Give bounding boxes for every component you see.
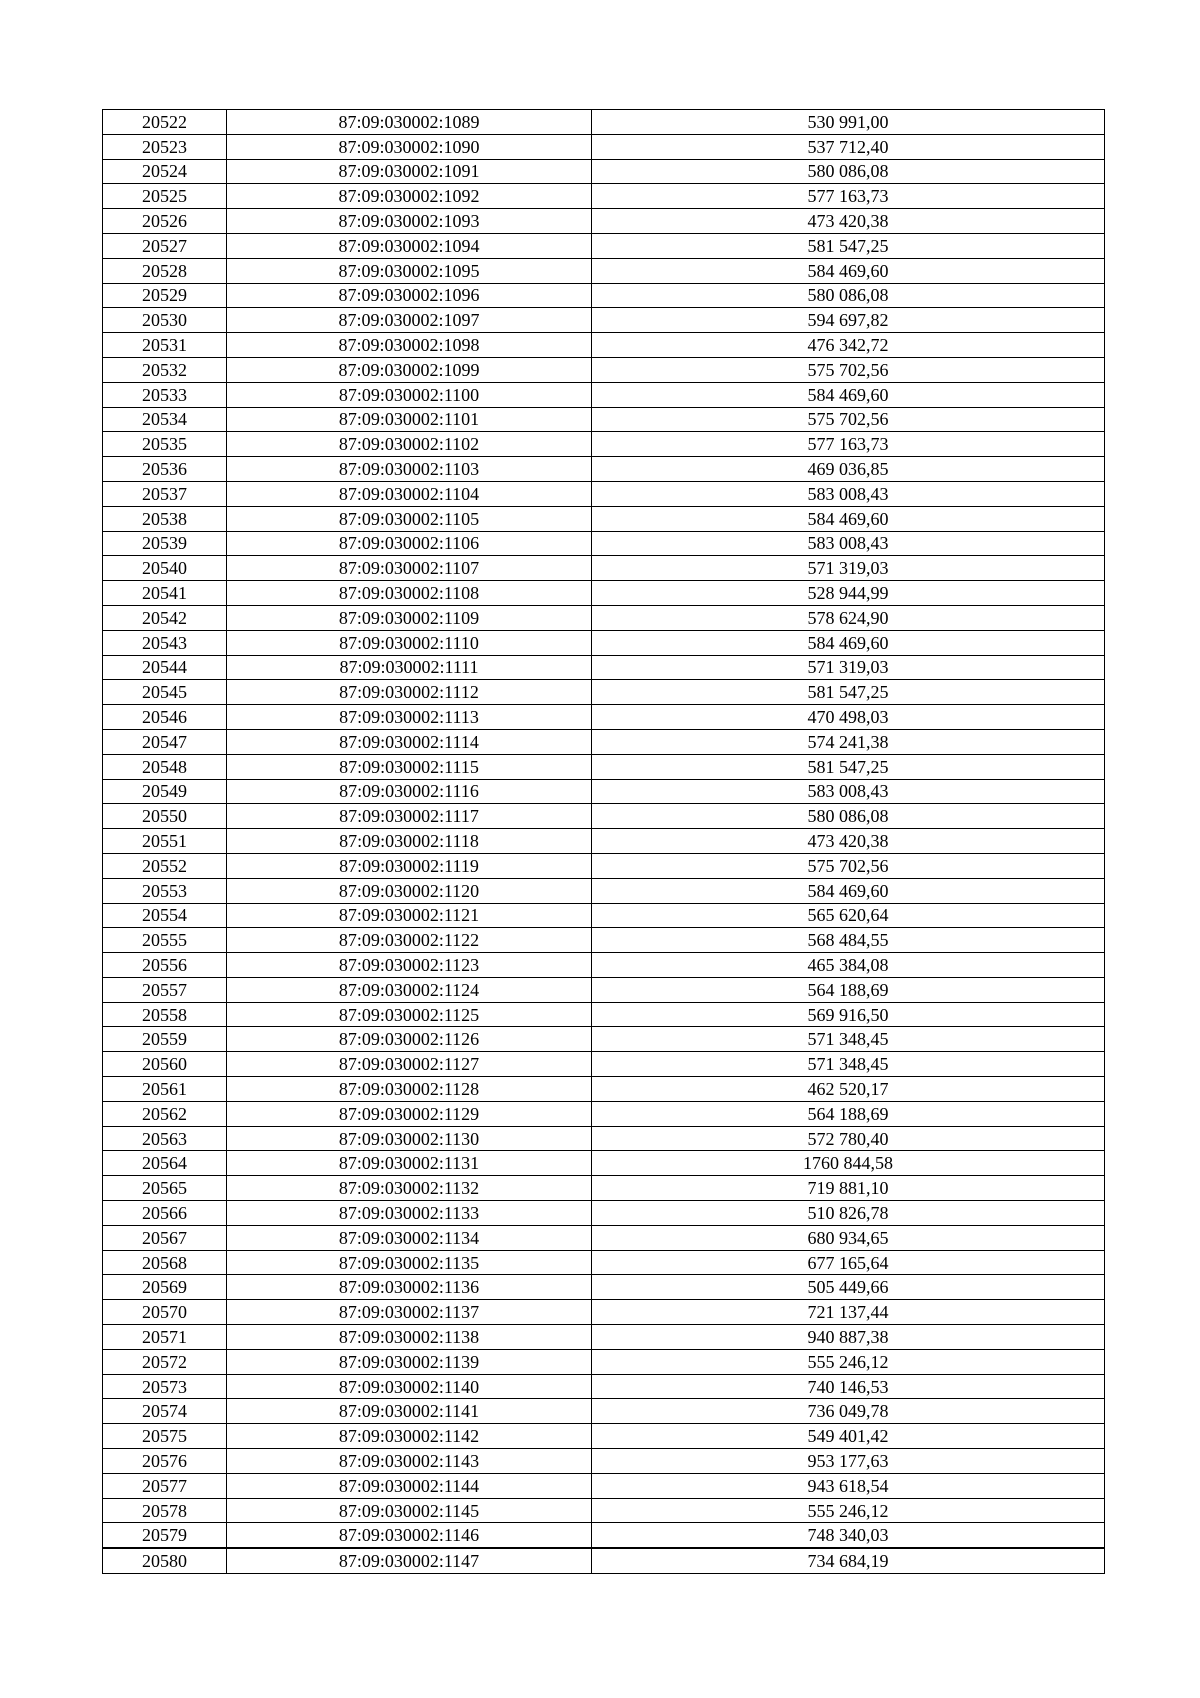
row-number-cell: 20550 xyxy=(103,804,227,829)
cadastral-number-cell: 87:09:030002:1142 xyxy=(227,1424,592,1449)
table-row xyxy=(103,110,1105,135)
row-number-cell: 20535 xyxy=(103,432,227,457)
cadastral-number-cell: 87:09:030002:1135 xyxy=(227,1250,592,1275)
cadastral-number-cell: 87:09:030002:1090 xyxy=(227,134,592,159)
cadastral-number-cell: 87:09:030002:1134 xyxy=(227,1225,592,1250)
cadastral-number-cell: 87:09:030002:1143 xyxy=(227,1449,592,1474)
value-cell: 740 146,53 xyxy=(592,1374,1105,1399)
cadastral-number-cell: 87:09:030002:1136 xyxy=(227,1275,592,1300)
row-number-cell: 20547 xyxy=(103,729,227,754)
value-cell: 581 547,25 xyxy=(592,233,1105,258)
row-number-cell: 20538 xyxy=(103,506,227,531)
value-cell: 594 697,82 xyxy=(592,308,1105,333)
table-row xyxy=(103,1498,1105,1523)
table-row xyxy=(103,1002,1105,1027)
table-row xyxy=(103,953,1105,978)
table-row xyxy=(103,283,1105,308)
value-cell: 953 177,63 xyxy=(592,1449,1105,1474)
table-row xyxy=(103,333,1105,358)
value-cell: 476 342,72 xyxy=(592,333,1105,358)
table-row xyxy=(103,1101,1105,1126)
value-cell: 577 163,73 xyxy=(592,184,1105,209)
row-number-cell: 20524 xyxy=(103,159,227,184)
row-number-cell: 20557 xyxy=(103,977,227,1002)
cadastral-number-cell: 87:09:030002:1146 xyxy=(227,1523,592,1548)
row-number-cell: 20529 xyxy=(103,283,227,308)
row-number-cell: 20580 xyxy=(103,1548,227,1573)
value-cell: 470 498,03 xyxy=(592,705,1105,730)
cadastral-number-cell: 87:09:030002:1131 xyxy=(227,1151,592,1176)
table-row xyxy=(103,729,1105,754)
table-row xyxy=(103,705,1105,730)
value-cell: 564 188,69 xyxy=(592,1101,1105,1126)
cadastral-number-cell: 87:09:030002:1115 xyxy=(227,754,592,779)
value-cell: 943 618,54 xyxy=(592,1473,1105,1498)
cadastral-number-cell: 87:09:030002:1101 xyxy=(227,407,592,432)
cadastral-number-cell: 87:09:030002:1145 xyxy=(227,1498,592,1523)
row-number-cell: 20526 xyxy=(103,209,227,234)
value-cell: 677 165,64 xyxy=(592,1250,1105,1275)
value-cell: 571 319,03 xyxy=(592,556,1105,581)
value-cell: 564 188,69 xyxy=(592,977,1105,1002)
row-number-cell: 20554 xyxy=(103,903,227,928)
cadastral-number-cell: 87:09:030002:1139 xyxy=(227,1349,592,1374)
cadastral-number-cell: 87:09:030002:1091 xyxy=(227,159,592,184)
table-body xyxy=(103,110,1105,1574)
table-row xyxy=(103,357,1105,382)
cadastral-number-cell: 87:09:030002:1107 xyxy=(227,556,592,581)
value-cell: 575 702,56 xyxy=(592,407,1105,432)
value-cell: 734 684,19 xyxy=(592,1548,1105,1573)
cadastral-number-cell: 87:09:030002:1114 xyxy=(227,729,592,754)
row-number-cell: 20523 xyxy=(103,134,227,159)
table-row xyxy=(103,630,1105,655)
table-row xyxy=(103,556,1105,581)
table-row xyxy=(103,1374,1105,1399)
value-cell: 584 469,60 xyxy=(592,630,1105,655)
row-number-cell: 20570 xyxy=(103,1300,227,1325)
row-number-cell: 20542 xyxy=(103,605,227,630)
table-row xyxy=(103,1225,1105,1250)
cadastral-number-cell: 87:09:030002:1132 xyxy=(227,1176,592,1201)
row-number-cell: 20534 xyxy=(103,407,227,432)
table-row xyxy=(103,184,1105,209)
row-number-cell: 20533 xyxy=(103,382,227,407)
value-cell: 583 008,43 xyxy=(592,481,1105,506)
value-cell: 584 469,60 xyxy=(592,258,1105,283)
table-row xyxy=(103,804,1105,829)
value-cell: 580 086,08 xyxy=(592,804,1105,829)
row-number-cell: 20528 xyxy=(103,258,227,283)
row-number-cell: 20544 xyxy=(103,655,227,680)
value-cell: 528 944,99 xyxy=(592,581,1105,606)
value-cell: 568 484,55 xyxy=(592,928,1105,953)
cadastral-number-cell: 87:09:030002:1122 xyxy=(227,928,592,953)
row-number-cell: 20571 xyxy=(103,1325,227,1350)
value-cell: 748 340,03 xyxy=(592,1523,1105,1548)
table-row xyxy=(103,779,1105,804)
row-number-cell: 20568 xyxy=(103,1250,227,1275)
table-row xyxy=(103,605,1105,630)
value-cell: 721 137,44 xyxy=(592,1300,1105,1325)
table-row xyxy=(103,134,1105,159)
row-number-cell: 20563 xyxy=(103,1126,227,1151)
table-row xyxy=(103,382,1105,407)
row-number-cell: 20539 xyxy=(103,531,227,556)
table-row xyxy=(103,1275,1105,1300)
value-cell: 719 881,10 xyxy=(592,1176,1105,1201)
table-row xyxy=(103,655,1105,680)
table-row xyxy=(103,829,1105,854)
value-cell: 505 449,66 xyxy=(592,1275,1105,1300)
cadastral-number-cell: 87:09:030002:1126 xyxy=(227,1027,592,1052)
cadastral-number-cell: 87:09:030002:1140 xyxy=(227,1374,592,1399)
row-number-cell: 20537 xyxy=(103,481,227,506)
value-cell: 581 547,25 xyxy=(592,754,1105,779)
value-cell: 469 036,85 xyxy=(592,457,1105,482)
row-number-cell: 20564 xyxy=(103,1151,227,1176)
row-number-cell: 20548 xyxy=(103,754,227,779)
value-cell: 680 934,65 xyxy=(592,1225,1105,1250)
value-cell: 565 620,64 xyxy=(592,903,1105,928)
cadastral-number-cell: 87:09:030002:1124 xyxy=(227,977,592,1002)
value-cell: 473 420,38 xyxy=(592,829,1105,854)
cadastral-number-cell: 87:09:030002:1113 xyxy=(227,705,592,730)
value-cell: 584 469,60 xyxy=(592,878,1105,903)
cadastral-number-cell: 87:09:030002:1130 xyxy=(227,1126,592,1151)
row-number-cell: 20556 xyxy=(103,953,227,978)
cadastral-number-cell: 87:09:030002:1123 xyxy=(227,953,592,978)
table-row xyxy=(103,581,1105,606)
row-number-cell: 20569 xyxy=(103,1275,227,1300)
cadastral-number-cell: 87:09:030002:1147 xyxy=(227,1548,592,1573)
row-number-cell: 20545 xyxy=(103,680,227,705)
table-row xyxy=(103,407,1105,432)
table-row xyxy=(103,1201,1105,1226)
row-number-cell: 20543 xyxy=(103,630,227,655)
cadastral-number-cell: 87:09:030002:1138 xyxy=(227,1325,592,1350)
row-number-cell: 20576 xyxy=(103,1449,227,1474)
cadastral-number-cell: 87:09:030002:1108 xyxy=(227,581,592,606)
table-row xyxy=(103,481,1105,506)
table-row xyxy=(103,928,1105,953)
value-cell: 537 712,40 xyxy=(592,134,1105,159)
row-number-cell: 20560 xyxy=(103,1052,227,1077)
cadastral-number-cell: 87:09:030002:1095 xyxy=(227,258,592,283)
row-number-cell: 20578 xyxy=(103,1498,227,1523)
cadastral-number-cell: 87:09:030002:1099 xyxy=(227,357,592,382)
row-number-cell: 20566 xyxy=(103,1201,227,1226)
cadastral-number-cell: 87:09:030002:1104 xyxy=(227,481,592,506)
table-row xyxy=(103,1399,1105,1424)
table-row xyxy=(103,432,1105,457)
table-row xyxy=(103,977,1105,1002)
value-cell: 584 469,60 xyxy=(592,382,1105,407)
value-cell: 580 086,08 xyxy=(592,159,1105,184)
cadastral-number-cell: 87:09:030002:1117 xyxy=(227,804,592,829)
cadastral-number-cell: 87:09:030002:1110 xyxy=(227,630,592,655)
value-cell: 571 348,45 xyxy=(592,1052,1105,1077)
value-cell: 581 547,25 xyxy=(592,680,1105,705)
table-row xyxy=(103,1250,1105,1275)
cadastral-number-cell: 87:09:030002:1098 xyxy=(227,333,592,358)
cadastral-number-cell: 87:09:030002:1127 xyxy=(227,1052,592,1077)
cadastral-number-cell: 87:09:030002:1128 xyxy=(227,1077,592,1102)
table-row xyxy=(103,1349,1105,1374)
cadastral-number-cell: 87:09:030002:1106 xyxy=(227,531,592,556)
value-cell: 473 420,38 xyxy=(592,209,1105,234)
value-cell: 572 780,40 xyxy=(592,1126,1105,1151)
cadastral-number-cell: 87:09:030002:1141 xyxy=(227,1399,592,1424)
row-number-cell: 20540 xyxy=(103,556,227,581)
cadastral-number-cell: 87:09:030002:1093 xyxy=(227,209,592,234)
cadastral-number-cell: 87:09:030002:1112 xyxy=(227,680,592,705)
cadastral-number-cell: 87:09:030002:1129 xyxy=(227,1101,592,1126)
table-row xyxy=(103,1473,1105,1498)
cadastral-number-cell: 87:09:030002:1119 xyxy=(227,853,592,878)
value-cell: 575 702,56 xyxy=(592,853,1105,878)
data-table xyxy=(102,109,1105,1574)
row-number-cell: 20551 xyxy=(103,829,227,854)
table-row xyxy=(103,308,1105,333)
row-number-cell: 20558 xyxy=(103,1002,227,1027)
table-row xyxy=(103,1176,1105,1201)
cadastral-number-cell: 87:09:030002:1137 xyxy=(227,1300,592,1325)
row-number-cell: 20549 xyxy=(103,779,227,804)
row-number-cell: 20577 xyxy=(103,1473,227,1498)
cadastral-number-cell: 87:09:030002:1118 xyxy=(227,829,592,854)
table-row xyxy=(103,1052,1105,1077)
cadastral-number-cell: 87:09:030002:1125 xyxy=(227,1002,592,1027)
cadastral-number-cell: 87:09:030002:1094 xyxy=(227,233,592,258)
table-row xyxy=(103,457,1105,482)
value-cell: 736 049,78 xyxy=(592,1399,1105,1424)
table-row xyxy=(103,878,1105,903)
value-cell: 571 348,45 xyxy=(592,1027,1105,1052)
value-cell: 583 008,43 xyxy=(592,531,1105,556)
row-number-cell: 20553 xyxy=(103,878,227,903)
row-number-cell: 20561 xyxy=(103,1077,227,1102)
row-number-cell: 20579 xyxy=(103,1523,227,1548)
cadastral-number-cell: 87:09:030002:1109 xyxy=(227,605,592,630)
cadastral-number-cell: 87:09:030002:1092 xyxy=(227,184,592,209)
value-cell: 462 520,17 xyxy=(592,1077,1105,1102)
table-row xyxy=(103,853,1105,878)
value-cell: 575 702,56 xyxy=(592,357,1105,382)
table-row xyxy=(103,1325,1105,1350)
row-number-cell: 20565 xyxy=(103,1176,227,1201)
row-number-cell: 20522 xyxy=(103,110,227,135)
value-cell: 584 469,60 xyxy=(592,506,1105,531)
row-number-cell: 20541 xyxy=(103,581,227,606)
value-cell: 569 916,50 xyxy=(592,1002,1105,1027)
value-cell: 578 624,90 xyxy=(592,605,1105,630)
cadastral-number-cell: 87:09:030002:1100 xyxy=(227,382,592,407)
table-row xyxy=(103,233,1105,258)
value-cell: 577 163,73 xyxy=(592,432,1105,457)
row-number-cell: 20546 xyxy=(103,705,227,730)
value-cell: 465 384,08 xyxy=(592,953,1105,978)
table-row xyxy=(103,209,1105,234)
table-row xyxy=(103,754,1105,779)
value-cell: 574 241,38 xyxy=(592,729,1105,754)
row-number-cell: 20527 xyxy=(103,233,227,258)
table-row xyxy=(103,1424,1105,1449)
value-cell: 580 086,08 xyxy=(592,283,1105,308)
table-row xyxy=(103,1548,1105,1573)
row-number-cell: 20572 xyxy=(103,1349,227,1374)
row-number-cell: 20525 xyxy=(103,184,227,209)
cadastral-number-cell: 87:09:030002:1116 xyxy=(227,779,592,804)
cadastral-number-cell: 87:09:030002:1102 xyxy=(227,432,592,457)
cadastral-number-cell: 87:09:030002:1120 xyxy=(227,878,592,903)
table-row xyxy=(103,1300,1105,1325)
table-row xyxy=(103,1151,1105,1176)
table-row xyxy=(103,159,1105,184)
row-number-cell: 20574 xyxy=(103,1399,227,1424)
table-row xyxy=(103,680,1105,705)
cadastral-number-cell: 87:09:030002:1103 xyxy=(227,457,592,482)
row-number-cell: 20536 xyxy=(103,457,227,482)
value-cell: 1760 844,58 xyxy=(592,1151,1105,1176)
cadastral-number-cell: 87:09:030002:1133 xyxy=(227,1201,592,1226)
table-row xyxy=(103,1523,1105,1548)
row-number-cell: 20532 xyxy=(103,357,227,382)
value-cell: 510 826,78 xyxy=(592,1201,1105,1226)
value-cell: 571 319,03 xyxy=(592,655,1105,680)
value-cell: 583 008,43 xyxy=(592,779,1105,804)
value-cell: 555 246,12 xyxy=(592,1349,1105,1374)
table-row xyxy=(103,903,1105,928)
row-number-cell: 20555 xyxy=(103,928,227,953)
table-row xyxy=(103,531,1105,556)
cadastral-number-cell: 87:09:030002:1096 xyxy=(227,283,592,308)
table-row xyxy=(103,1077,1105,1102)
row-number-cell: 20575 xyxy=(103,1424,227,1449)
cadastral-number-cell: 87:09:030002:1105 xyxy=(227,506,592,531)
row-number-cell: 20531 xyxy=(103,333,227,358)
cadastral-number-cell: 87:09:030002:1121 xyxy=(227,903,592,928)
value-cell: 940 887,38 xyxy=(592,1325,1105,1350)
cadastral-number-cell: 87:09:030002:1111 xyxy=(227,655,592,680)
row-number-cell: 20530 xyxy=(103,308,227,333)
value-cell: 530 991,00 xyxy=(592,110,1105,135)
value-cell: 549 401,42 xyxy=(592,1424,1105,1449)
table-row xyxy=(103,1027,1105,1052)
table-row xyxy=(103,1126,1105,1151)
row-number-cell: 20552 xyxy=(103,853,227,878)
value-cell: 555 246,12 xyxy=(592,1498,1105,1523)
table-row xyxy=(103,258,1105,283)
row-number-cell: 20567 xyxy=(103,1225,227,1250)
table-row xyxy=(103,1449,1105,1474)
cadastral-number-cell: 87:09:030002:1097 xyxy=(227,308,592,333)
row-number-cell: 20573 xyxy=(103,1374,227,1399)
cadastral-number-cell: 87:09:030002:1144 xyxy=(227,1473,592,1498)
row-number-cell: 20559 xyxy=(103,1027,227,1052)
cadastral-number-cell: 87:09:030002:1089 xyxy=(227,110,592,135)
table-row xyxy=(103,506,1105,531)
row-number-cell: 20562 xyxy=(103,1101,227,1126)
